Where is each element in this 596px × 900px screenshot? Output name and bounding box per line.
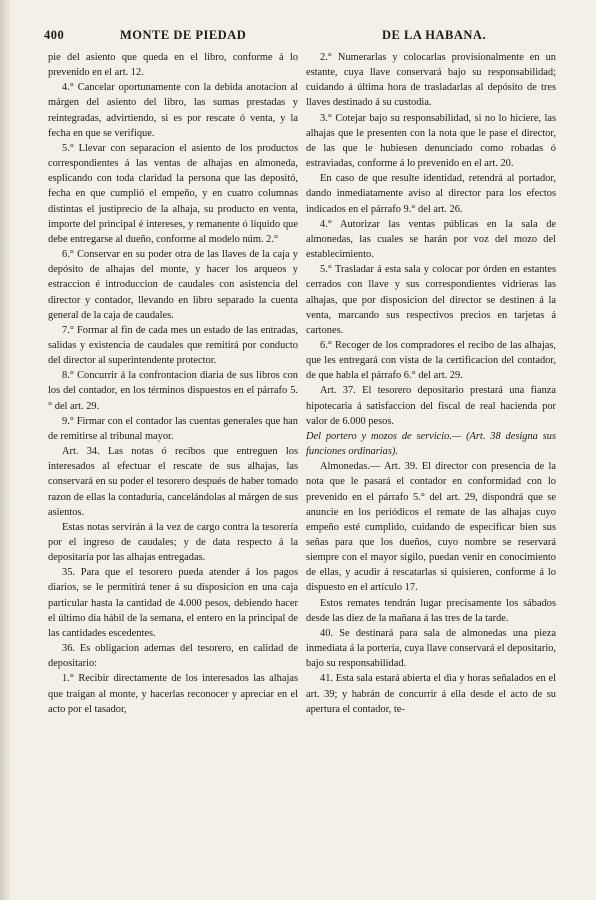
article-paragraph: 40. Se destinará para sala de almonedas una pieza inmediata á la portería, cuya llave conservará el depositario, bajo su responsabilidad. bbox=[306, 627, 556, 670]
right-column bbox=[306, 50, 556, 717]
article-paragraph: 36. Es obligacion ademas del tesorero, en calidad de depositario: bbox=[48, 643, 298, 670]
running-title-left: MONTE DE PIEDAD bbox=[120, 28, 247, 42]
paragraph: 2.° Numerarlas y colocarlas provisionalmente en un estante, cuya llave conservará bajo su responsabilidad; cuidando á última hora de trasladarlas al depósito de tres llaves destinado á su custodia. bbox=[306, 52, 556, 109]
paragraph: 7.° Formar al fin de cada mes un estado de las entradas, salidas y existencia de caudales que remitirá por conducto del director al superintendente protector. bbox=[48, 324, 298, 367]
article-paragraph: Art. 34. Las notas ó recibos que entreguen los interesados al efectuar el rescate de sus alhajas, las conservará en su poder el tesorero después de haber tomado razon de ellas la contaduría, cancelándolas al márgen de sus asientos. bbox=[48, 446, 298, 518]
paragraph: 5.° Llevar con separacion el asiento de los productos correspondientes á las ventas de alhajas en almoneda, esplicando con toda claridad la persona que las depositó, fecha en que cumplió el empeño, y en cuatro columnas distintas el justiprecio de la alhaja, su producto en venta, importe del principal é intereses, y remanente ó líquido que debe entregarse al dueño, conforme al modelo núm. 2.° bbox=[48, 142, 298, 245]
section-heading: Del portero y mozos de servicio.— (Art. 38 designa sus funciones ordinarias). bbox=[306, 430, 556, 458]
article-paragraph: Almonedas.— Art. 39. El director con presencia de la nota que le pasará el contador en conformidad con lo prevenido en el párrafo 5.° del art. 29, dispondrá que se anuncie en los periódicos el remate de las alhajas cuyo empeño esté cumplido, cuidando de especificar bien sus señas para que los dueños, cuyo nombre se reservará siempre con el mayor sigilo, puedan venir en conocimiento de ellas, y acudir á rescatarlas si quisieren, conforme á lo dispuesto en el artículo 17. bbox=[306, 461, 556, 594]
paragraph: 3.° Cotejar bajo su responsabilidad, si no lo hiciere, las alhajas que le presenten con la nota que le pase el director, de las que le hubiesen denunciado como robadas ó estraviadas, conforme á lo prevenido en el art. 20. bbox=[306, 112, 556, 170]
page-gutter-shadow bbox=[0, 0, 12, 900]
paragraph: 9.° Firmar con el contador las cuentas generales que han de remitirse al tribunal mayor. bbox=[48, 415, 298, 442]
paragraph: 1.° Recibir directamente de los interesados las alhajas que traigan al monte, y hacerlas reconocer y apreciar en el acto por el tasador, bbox=[48, 673, 298, 715]
paragraph: Estos remates tendrán lugar precisamente los sábados desde las diez de la mañana á las tres de la tarde. bbox=[306, 597, 556, 624]
paragraph: 5.° Trasladar á esta sala y colocar por órden en estantes cerrados con llave y sus correspondientes vidrieras las alhajas, que por disposicion del director se destinen á la venta, marcando sus respectivos precios en tarjetas á cartones. bbox=[306, 264, 556, 336]
paragraph: 4.° Cancelar oportunamente con la debida anotacion al márgen del asiento del libro, las sumas prestadas y reintegradas, advirtiendo, si es por rescate ó venta, y la fecha en que se verifique. bbox=[48, 82, 298, 139]
paragraph: 6.° Recoger de los compradores el recibo de las alhajas, que les entregará con vista de la certificacion del contador, de que habla el párrafo 6.° del art. 29. bbox=[306, 339, 556, 382]
paragraph: pie del asiento que queda en el libro, conforme á lo prevenido en el art. 12. bbox=[48, 52, 298, 79]
left-column bbox=[48, 50, 298, 717]
paragraph: 8.° Concurrir á la confrontacion diaria de sus libros con los del contador, en los términos dispuestos en el párrafo 5.° del art. 29. bbox=[48, 370, 298, 412]
paragraph: En caso de que resulte identidad, retendrá al portador, dando inmediatamente aviso al director para los efectos indicados en el párrafo 9.° del art. 26. bbox=[306, 173, 556, 215]
running-title-right: DE LA HABANA. bbox=[382, 28, 487, 42]
article-paragraph: 41. Esta sala estará abierta el dia y horas señalados en el art. 39; y habrán de concurrir á ella desde el acto de su apertura el contador, te- bbox=[306, 673, 556, 715]
page-number: 400 bbox=[44, 28, 65, 42]
paragraph: 6.° Conservar en su poder otra de las llaves de la caja y depósito de alhajas del monte, y hacer los arqueos y estraccion é introduccion de caudales con asistencia del director y contador, llevando en libro separado la cuenta general de la caja de caudales. bbox=[48, 249, 298, 321]
paragraph: Estas notas servirán á la vez de cargo contra la tesorería por el ingreso de caudales; y de data respecto á la depositaría por las alhajas entregadas. bbox=[48, 521, 298, 564]
paragraph: 4.° Autorizar las ventas públicas en la sala de almonedas, las cuales se harán por voz del mozo del establecimiento. bbox=[306, 218, 556, 261]
article-paragraph: Art. 37. El tesorero depositario prestará una fianza hipotecaria á satisfaccion del fiscal de real hacienda por valor de 6.000 pesos. bbox=[306, 385, 556, 427]
article-paragraph: 35. Para que el tesorero pueda atender á los pagos diarios, se le permitirá tener á su disposicion en una caja particular hasta la cantidad de 4.000 pesos, debiendo hacer el último dia hábil de la semana, el entero en la principal de las cantidades escedentes. bbox=[48, 567, 298, 639]
